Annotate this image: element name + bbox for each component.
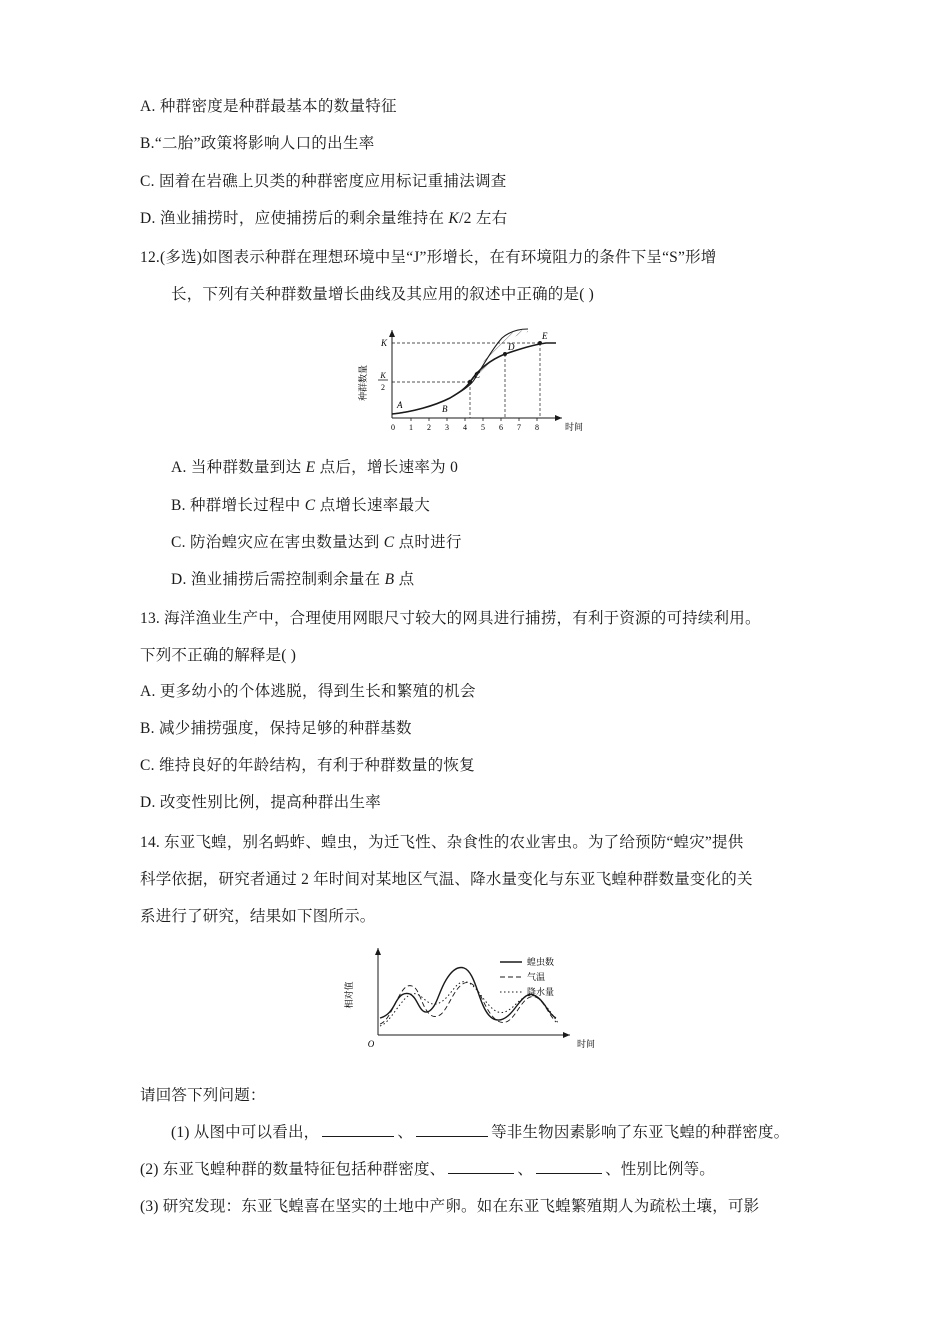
y-axis-label: 种群数量 (358, 365, 368, 402)
svg-text:4: 4 (463, 423, 467, 433)
question-12-line1: 12.(多选)如图表示种群在理想环境中呈“J”形增长，在有环境阻力的条件下呈“S”形增 (140, 249, 717, 266)
option-item: A. 当种群数量到达 E 点后，增长速率为 0 (171, 459, 459, 477)
sub2-text-c: 、性别比例等。 (605, 1161, 715, 1179)
x-axis-label: 时间 (564, 422, 584, 433)
chart-legend (500, 956, 554, 997)
origin-label: O (367, 1038, 375, 1049)
sub2-text-b: 、 (517, 1161, 534, 1179)
option-item: A. 种群密度是种群最基本的数量特征 (140, 98, 397, 115)
question-14-sub1 (140, 1119, 820, 1146)
y-tick-K: K (380, 338, 388, 349)
question-13-line2: 下列不正确的解释是( ) (140, 647, 297, 665)
svg-text:3: 3 (445, 423, 449, 433)
option-item: D. 渔业捕捞时，应使捕捞后的剩余量维持在 K/2 左右 (140, 209, 508, 227)
x-axis-ticks (391, 423, 539, 432)
question-14-line2: 科学依据，研究者通过 2 年时间对某地区气温、降水量变化与东亚飞蝗种群数量变化的关 (140, 870, 753, 888)
point-label-E: E (542, 331, 548, 342)
legend-label-precipitation: 降水量 (527, 986, 555, 997)
svg-text:1: 1 (409, 423, 413, 433)
point-label-B: B (442, 404, 448, 415)
answer-blank[interactable] (322, 1122, 394, 1137)
legend-label-temperature: 气温 (527, 971, 546, 982)
option-item: B. 减少捕捞强度，保持足够的种群基数 (140, 719, 412, 737)
question-14-line3: 系进行了研究，结果如下图所示。 (140, 907, 376, 925)
locust-climate-svg (330, 940, 630, 1060)
option-item: A. 更多幼小的个体逃脱，得到生长和繁殖的机会 (140, 682, 476, 700)
answer-blank[interactable] (416, 1122, 488, 1137)
figure-population-growth-curve (140, 318, 820, 438)
svg-text:2: 2 (427, 423, 431, 433)
point-label-C: C (474, 370, 481, 381)
sub1-text-c: 等非生物因素影响了东亚飞蝗的种群密度。 (491, 1124, 790, 1141)
option-item: D. 渔业捕捞后需控制剩余量在 B 点 (171, 571, 415, 588)
option-item: C. 固着在岩礁上贝类的种群密度应用标记重捕法调查 (140, 172, 507, 190)
point-label-D: D (508, 342, 515, 353)
question-12-line2: 长，下列有关种群数量增长曲线及其应用的叙述中正确的是( ) (171, 286, 595, 304)
x-axis-label: 时间 (576, 1038, 596, 1049)
legend-label-locust: 蝗虫数 (527, 956, 555, 967)
question-14-sub3: (3) 研究发现：东亚飞蝗喜在坚实的土地中产卵。如在东亚飞蝗繁殖期人为疏松土壤，可影 (140, 1198, 760, 1216)
option-item: C. 防治蝗灾应在害虫数量达到 C 点时进行 (171, 533, 462, 551)
answer-prompt: 请回答下列问题： (140, 1086, 266, 1104)
question-14-line1: 14. 东亚飞蝗，别名蚂蚱、蝗虫，为迁飞性、杂食性的农业害虫。为了给预防“蝗灾”提供 (140, 833, 744, 851)
question-14-sub2 (140, 1156, 820, 1183)
figure-locust-climate-curve (140, 940, 820, 1060)
sub2-text-a: (2) 东亚飞蝗种群的数量特征包括种群密度、 (140, 1161, 446, 1179)
answer-blank[interactable] (536, 1159, 602, 1174)
svg-text:8: 8 (535, 423, 539, 433)
y-tick-K-half-den: 2 (381, 383, 385, 393)
answer-blank[interactable] (448, 1159, 514, 1174)
y-tick-K-half-num: K (380, 371, 386, 381)
svg-text:5: 5 (481, 423, 485, 433)
svg-text:0: 0 (391, 423, 395, 433)
population-growth-svg (350, 318, 610, 438)
option-item: B. 种群增长过程中 C 点增长速率最大 (171, 496, 431, 514)
question-13-line1: 13. 海洋渔业生产中，合理使用网眼尺寸较大的网具进行捕捞，有利于资源的可持续利用。 (140, 610, 761, 628)
svg-text:7: 7 (517, 423, 521, 433)
option-item: C. 维持良好的年龄结构，有利于种群数量的恢复 (140, 757, 475, 774)
option-item: B.“二胎”政策将影响人口的出生率 (140, 135, 375, 153)
point-label-A: A (397, 400, 403, 411)
option-item: D. 改变性别比例，提高种群出生率 (140, 794, 382, 812)
k-half-symbol: K (448, 209, 460, 227)
sub1-text-a: (1) 从图中可以看出， (171, 1124, 320, 1141)
sub1-text-b: 、 (397, 1124, 414, 1141)
y-axis-label: 相对值 (344, 981, 354, 1009)
svg-text:6: 6 (499, 423, 503, 433)
